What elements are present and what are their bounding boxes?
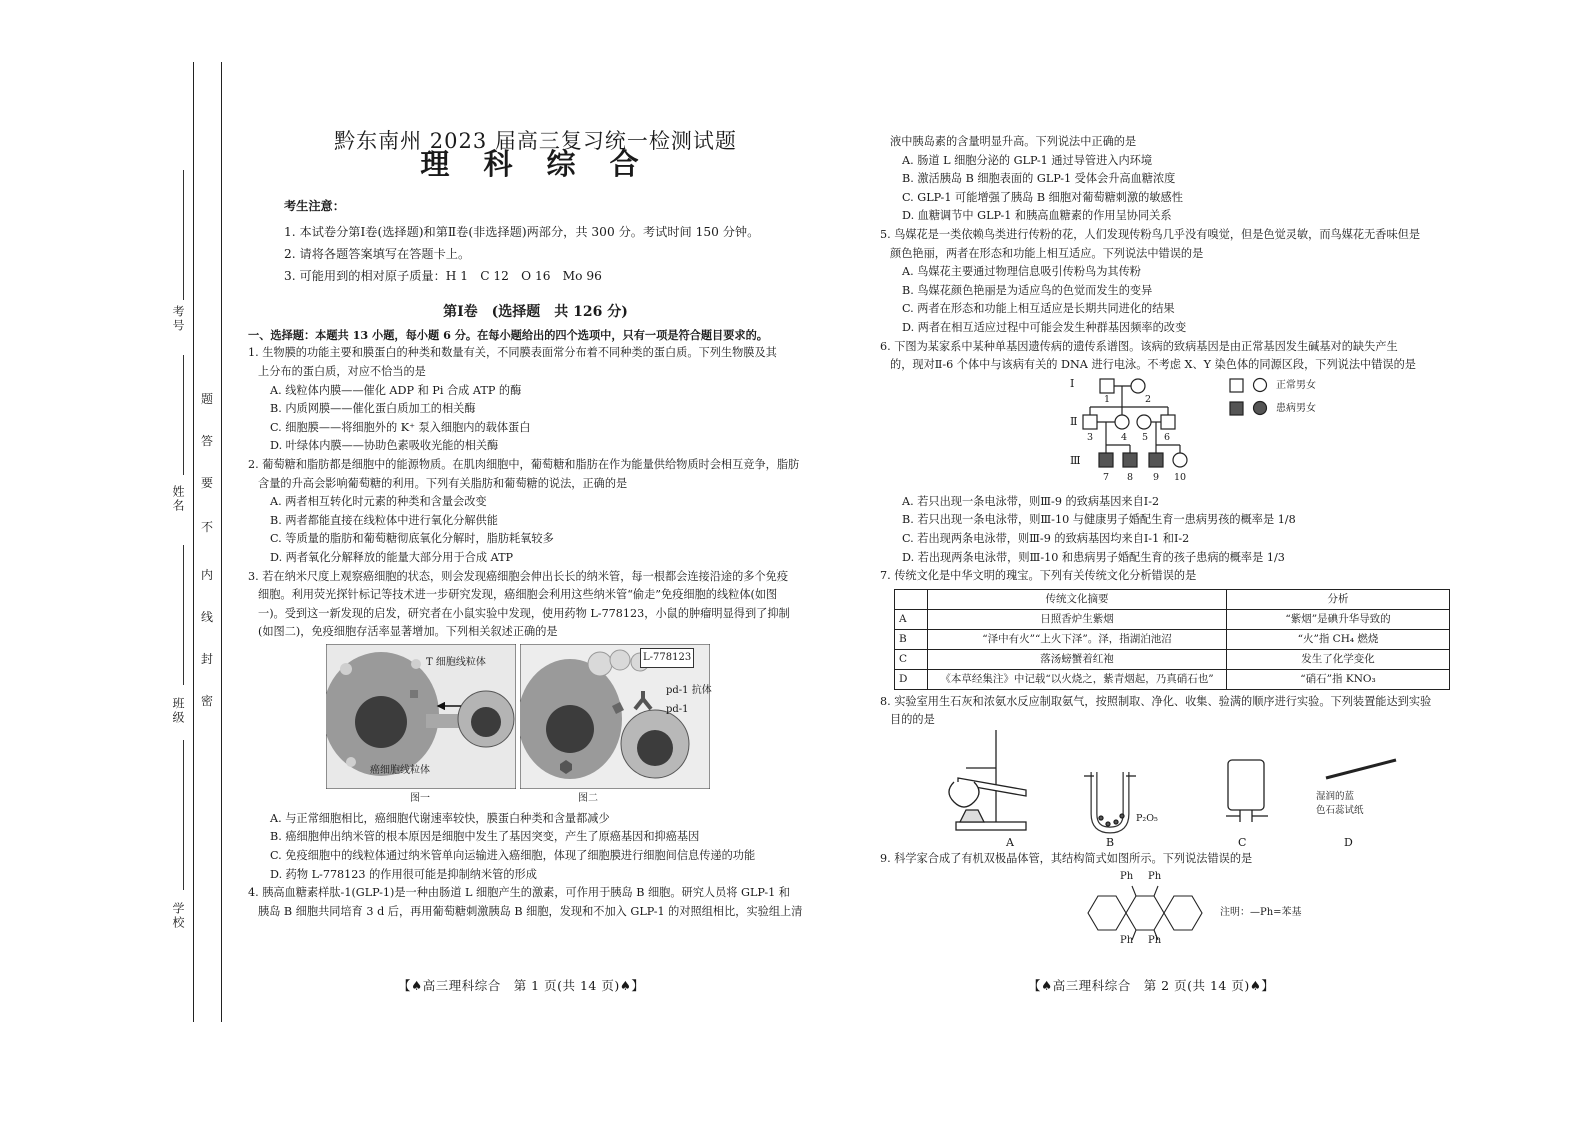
notice-block bbox=[248, 195, 823, 287]
q5-option: B. 鸟媒花颜色艳丽是为适应鸟的色觉而发生的变异 bbox=[902, 283, 1153, 297]
pedigree-num: 4 bbox=[1121, 431, 1128, 443]
q8-stem: 8. 实验室用生石灰和浓氨水反应制取氨气，按照制取、净化、收集、验满的顺序进行实验。下列装置能达到实验 bbox=[880, 694, 1432, 708]
q7-cell: 《本草经集注》中记载“以火烧之，紫青烟起，乃真硝石也” bbox=[928, 669, 1227, 689]
q7-cell: 日照香炉生紫烟 bbox=[928, 609, 1227, 629]
q7-stem: 7. 传统文化是中华文明的瑰宝。下列有关传统文化分析错误的是 bbox=[880, 569, 1197, 583]
subject-title: 理 科 综 合 bbox=[420, 146, 651, 181]
pedigree-num: 8 bbox=[1127, 471, 1134, 483]
q3-option: A. 与正常细胞相比，癌细胞代谢速率较快，膜蛋白种类和含量都减少 bbox=[270, 811, 610, 825]
label-drug: L-778123 bbox=[640, 648, 694, 669]
pedigree-num: 1 bbox=[1104, 393, 1111, 405]
legend-normal-female bbox=[1254, 378, 1267, 391]
q4-option: D. 血糖调节中 GLP-1 和胰高血糖素的作用呈协同关系 bbox=[902, 209, 1172, 223]
q3-option: C. 免疫细胞中的线粒体通过纳米管单向运输进入癌细胞，体现了细胞膜进行细胞间信息传递的功能 bbox=[270, 849, 756, 863]
school-line bbox=[183, 740, 184, 890]
page-1 bbox=[248, 130, 823, 921]
pedigree-II-6 bbox=[1161, 415, 1175, 429]
pedigree-figure bbox=[880, 375, 1460, 493]
ph-label: Ph bbox=[1148, 935, 1162, 947]
footer-left: 【♠高三理科综合 第 1 页(共 14 页)♠】 bbox=[398, 978, 645, 993]
q1-option: D. 叶绿体内膜——协助色素吸收光能的相关酶 bbox=[270, 439, 499, 453]
q3-figure bbox=[248, 644, 823, 804]
q4-stem-cont: 液中胰岛素的含量明显升高。下列说法中正确的是 bbox=[890, 135, 1137, 148]
notice-heading: 考生注意： bbox=[284, 199, 345, 214]
legend-affected-label: 患病男女 bbox=[1276, 402, 1316, 414]
q7-cell: “硝石”指 KNO₃ bbox=[1227, 669, 1450, 689]
pedigree-num: 9 bbox=[1153, 471, 1160, 483]
school-label: 学校 bbox=[171, 902, 185, 930]
caption-fig2: 图二 bbox=[578, 792, 598, 804]
notice-item: 2. 请将各题答案填写在答题卡上。 bbox=[284, 247, 471, 262]
q2-stem: 2. 葡萄糖和脂肪都是细胞中的能源物质。在肌肉细胞中，葡萄糖和脂肪在作为能量供给物质时会相互竞争，脂肪 bbox=[248, 457, 800, 471]
q7-row bbox=[895, 669, 1450, 689]
pedigree-III-7 bbox=[1099, 453, 1113, 467]
class-label: 班级 bbox=[171, 697, 185, 725]
q5-stem: 5. 鸟媒花是一类依赖鸟类进行传粉的花，人们发现传粉鸟几乎没有嗅觉，但是色觉灵敏，而鸟媒花无香味但是 bbox=[880, 227, 1421, 241]
q4-option: C. GLP-1 可能增强了胰岛 B 细胞对葡萄糖刺激的敏感性 bbox=[902, 190, 1183, 204]
exam-no-label: 考号 bbox=[171, 305, 185, 333]
legend-affected-female bbox=[1254, 401, 1267, 414]
q9-note: 注明：—Ph=苯基 bbox=[1220, 907, 1302, 919]
q4-stem: 胰岛 B 细胞共同培育 3 d 后，再用葡萄糖刺激胰岛 B 细胞，发现和不加入 GLP-1 的对照组相比，实验组上清 bbox=[258, 904, 803, 918]
caption-fig1: 图一 bbox=[410, 792, 430, 804]
seal-char: 要 bbox=[201, 476, 214, 490]
seal-char: 内 bbox=[201, 568, 214, 582]
q7-th: 分析 bbox=[1227, 589, 1450, 609]
notice-item: 1. 本试卷分第Ⅰ卷(选择题)和第Ⅱ卷(非选择题)两部分，共 300 分。考试时间 150 分钟。 bbox=[284, 225, 760, 240]
q3-stem: 一)。受到这一新发现的启发，研究者在小鼠实验中发现，使用药物 L-778123，小鼠的肿瘤明显得到了抑制 bbox=[258, 606, 790, 620]
q9-stem: 9. 科学家合成了有机双极晶体管，其结构简式如图所示。下列说法错误的是 bbox=[880, 851, 1253, 865]
q7-row bbox=[895, 629, 1450, 649]
q1-option: A. 线粒体内膜——催化 ADP 和 Pi 合成 ATP 的酶 bbox=[270, 383, 522, 397]
q6-option: D. 若出现两条电泳带，则Ⅲ-10 和患病男子婚配生育的孩子患病的概率是 1/3 bbox=[902, 550, 1285, 564]
q6-option: C. 若出现两条电泳带，则Ⅲ-9 的致病基因均来自Ⅰ-1 和Ⅰ-2 bbox=[902, 531, 1190, 545]
label-cancer-mitochondria: 癌细胞线粒体 bbox=[370, 764, 430, 776]
name-label: 姓名 bbox=[171, 485, 185, 513]
q7-row bbox=[895, 609, 1450, 629]
q3-stem: (如图二)，免疫细胞存活率显著增加。下列相关叙述正确的是 bbox=[258, 625, 558, 639]
q5-option: D. 两者在相互适应过程中可能会发生种群基因频率的改变 bbox=[902, 320, 1187, 334]
ph-label: Ph bbox=[1120, 871, 1134, 883]
label-pd1: pd-1 bbox=[666, 703, 689, 715]
q7-cell: B bbox=[895, 629, 928, 649]
gen-label-II: Ⅱ bbox=[1070, 414, 1078, 428]
page-2 bbox=[880, 133, 1460, 948]
q8-stem: 目的的是 bbox=[890, 713, 935, 727]
q9-structure bbox=[1080, 882, 1210, 944]
ph-label: Ph bbox=[1120, 935, 1134, 947]
margin-line-outer bbox=[193, 62, 194, 1022]
q7-cell: C bbox=[895, 649, 928, 669]
pedigree-II-3 bbox=[1083, 415, 1097, 429]
q7-cell: “紫烟”是碘升华导致的 bbox=[1227, 609, 1450, 629]
legend-affected-male bbox=[1230, 402, 1243, 415]
q7-table bbox=[894, 589, 1450, 690]
pedigree-III-9 bbox=[1149, 453, 1163, 467]
pedigree-III-10 bbox=[1173, 453, 1187, 467]
pedigree-num: 3 bbox=[1087, 431, 1094, 443]
pedigree-num: 5 bbox=[1142, 431, 1149, 443]
pedigree-III-8 bbox=[1123, 453, 1137, 467]
q7-cell: “泽中有火”“上火下泽”。泽，指湖泊池沼 bbox=[928, 629, 1227, 649]
q1-stem: 上分布的蛋白质，对应不恰当的是 bbox=[258, 364, 426, 378]
q1-stem: 1. 生物膜的功能主要和膜蛋白的种类和数量有关，不同膜表面常分布着不同种类的蛋白质。下列生物膜及其 bbox=[248, 346, 777, 360]
q8-litmus: 色石蕊试纸 bbox=[1316, 804, 1364, 816]
q8-label-c: C bbox=[1238, 835, 1247, 849]
q8-figure bbox=[880, 730, 1460, 850]
q7-th: 传统文化摘要 bbox=[928, 589, 1227, 609]
exam-no-line bbox=[183, 170, 184, 300]
footer-right: 【♠高三理科综合 第 2 页(共 14 页)♠】 bbox=[1028, 978, 1275, 993]
q8-label-b: B bbox=[1106, 835, 1115, 849]
pedigree-num: 10 bbox=[1174, 471, 1187, 483]
q3-stem: 3. 若在纳米尺度上观察癌细胞的状态，则会发现癌细胞会伸出长长的纳米管，每一根都会连接沿途的多个免疫 bbox=[248, 569, 789, 583]
class-line bbox=[183, 545, 184, 685]
q4-stem: 4. 胰高血糖素样肽-1(GLP-1)是一种由肠道 L 细胞产生的激素，可作用于胰岛 B 细胞。研究人员将 GLP-1 和 bbox=[248, 886, 790, 900]
q3-option: B. 癌细胞伸出纳米管的根本原因是细胞中发生了基因突变，产生了原癌基因和抑癌基因 bbox=[270, 830, 700, 844]
pedigree-II-4 bbox=[1115, 415, 1129, 429]
gen-label-I: Ⅰ bbox=[1070, 376, 1075, 390]
q3-stem: 细胞。利用荧光探针标记等技术进一步研究发现，癌细胞会利用这些纳米管“偷走”免疫细胞的线粒体(如图 bbox=[258, 588, 778, 602]
q2-option: C. 等质量的脂肪和葡萄糖彻底氧化分解时，脂肪耗氧较多 bbox=[270, 532, 554, 546]
gen-label-III: Ⅲ bbox=[1070, 453, 1081, 467]
q7-th bbox=[895, 589, 928, 609]
seal-char: 题 bbox=[201, 392, 214, 406]
q7-cell: 发生了化学变化 bbox=[1227, 649, 1450, 669]
seal-char: 不 bbox=[201, 520, 214, 534]
seal-char: 答 bbox=[201, 434, 214, 448]
pedigree-II-5 bbox=[1137, 415, 1151, 429]
seal-char: 封 bbox=[201, 652, 214, 666]
legend-normal-male bbox=[1230, 379, 1243, 392]
section-title: 第Ⅰ卷 (选择题 共 126 分) bbox=[443, 304, 628, 321]
seal-char: 线 bbox=[201, 610, 214, 624]
q6-option: B. 若只出现一条电泳带，则Ⅲ-10 与健康男子婚配生育一患病男孩的概率是 1/8 bbox=[902, 513, 1296, 527]
section-instruction: 一、选择题：本题共 13 小题，每小题 6 分。在每小题给出的四个选项中，只有一项是符合题目要求的。 bbox=[248, 327, 768, 342]
exam-title: 黔东南州 2023 届高三复习统一检测试题 bbox=[334, 129, 737, 153]
pedigree-num: 2 bbox=[1145, 393, 1152, 405]
seal-char: 密 bbox=[201, 694, 214, 708]
q7-row bbox=[895, 649, 1450, 669]
q5-stem: 颜色艳丽，两者在形态和功能上相互适应。下列说法中错误的是 bbox=[890, 246, 1204, 260]
name-line bbox=[183, 355, 184, 475]
q7-cell: D bbox=[895, 669, 928, 689]
q4-option: B. 激活胰岛 B 细胞表面的 GLP-1 受体会升高血糖浓度 bbox=[902, 172, 1176, 186]
margin-line-inner bbox=[221, 62, 222, 1022]
q1-option: C. 细胞膜——将细胞外的 K⁺ 泵入细胞内的载体蛋白 bbox=[270, 420, 531, 434]
q4-option: A. 肠道 L 细胞分泌的 GLP-1 通过导管进入内环境 bbox=[902, 153, 1153, 167]
label-t-cell-mitochondria: T 细胞线粒体 bbox=[426, 656, 486, 668]
q8-p2o5: P₂O₅ bbox=[1136, 812, 1158, 824]
q7-cell: A bbox=[895, 609, 928, 629]
q1-option: B. 内质网膜——催化蛋白质加工的相关酶 bbox=[270, 402, 476, 416]
q5-option: A. 鸟媒花主要通过物理信息吸引传粉鸟为其传粉 bbox=[902, 265, 1141, 279]
q2-option: D. 两者氧化分解释放的能量大部分用于合成 ATP bbox=[270, 550, 514, 564]
q3-option: D. 药物 L-778123 的作用很可能是抑制纳米管的形成 bbox=[270, 867, 537, 881]
q2-stem: 含量的升高会影响葡萄糖的利用。下列有关脂肪和葡萄糖的说法，正确的是 bbox=[258, 476, 628, 490]
q8-litmus: 湿润的蓝 bbox=[1316, 790, 1355, 802]
q9-figure bbox=[880, 868, 1460, 948]
pedigree-num: 7 bbox=[1103, 471, 1110, 483]
q7-cell: “火”指 CH₄ 燃烧 bbox=[1227, 629, 1450, 649]
notice-item: 3. 可能用到的相对原子质量：H 1 C 12 O 16 Mo 96 bbox=[284, 269, 602, 284]
legend-normal-label: 正常男女 bbox=[1276, 379, 1316, 391]
ph-label: Ph bbox=[1148, 871, 1162, 883]
q2-option: B. 两者都能直接在线粒体中进行氧化分解供能 bbox=[270, 513, 498, 527]
q7-cell: 落汤螃蟹着红袍 bbox=[928, 649, 1227, 669]
q6-option: A. 若只出现一条电泳带，则Ⅲ-9 的致病基因来自Ⅰ-2 bbox=[902, 494, 1160, 508]
q6-stem: 6. 下图为某家系中某种单基因遗传病的遗传系谱图。该病的致病基因是由正常基因发生碱基对的缺失产生 bbox=[880, 339, 1398, 353]
q5-option: C. 两者在形态和功能上相互适应是长期共同进化的结果 bbox=[902, 302, 1175, 316]
pedigree-num: 6 bbox=[1164, 431, 1171, 443]
q6-stem: 的，现对Ⅱ-6 个体中与该病有关的 DNA 进行电泳。不考虑 X、Y 染色体的同源区段，下列说法中错误的是 bbox=[890, 358, 1416, 372]
label-pd1-antibody: pd-1 抗体 bbox=[666, 684, 712, 696]
q2-option: A. 两者相互转化时元素的种类和含量会改变 bbox=[270, 495, 487, 509]
pedigree-I-2 bbox=[1131, 379, 1145, 393]
q8-label-a: A bbox=[1006, 835, 1014, 849]
q8-label-d: D bbox=[1344, 835, 1353, 849]
